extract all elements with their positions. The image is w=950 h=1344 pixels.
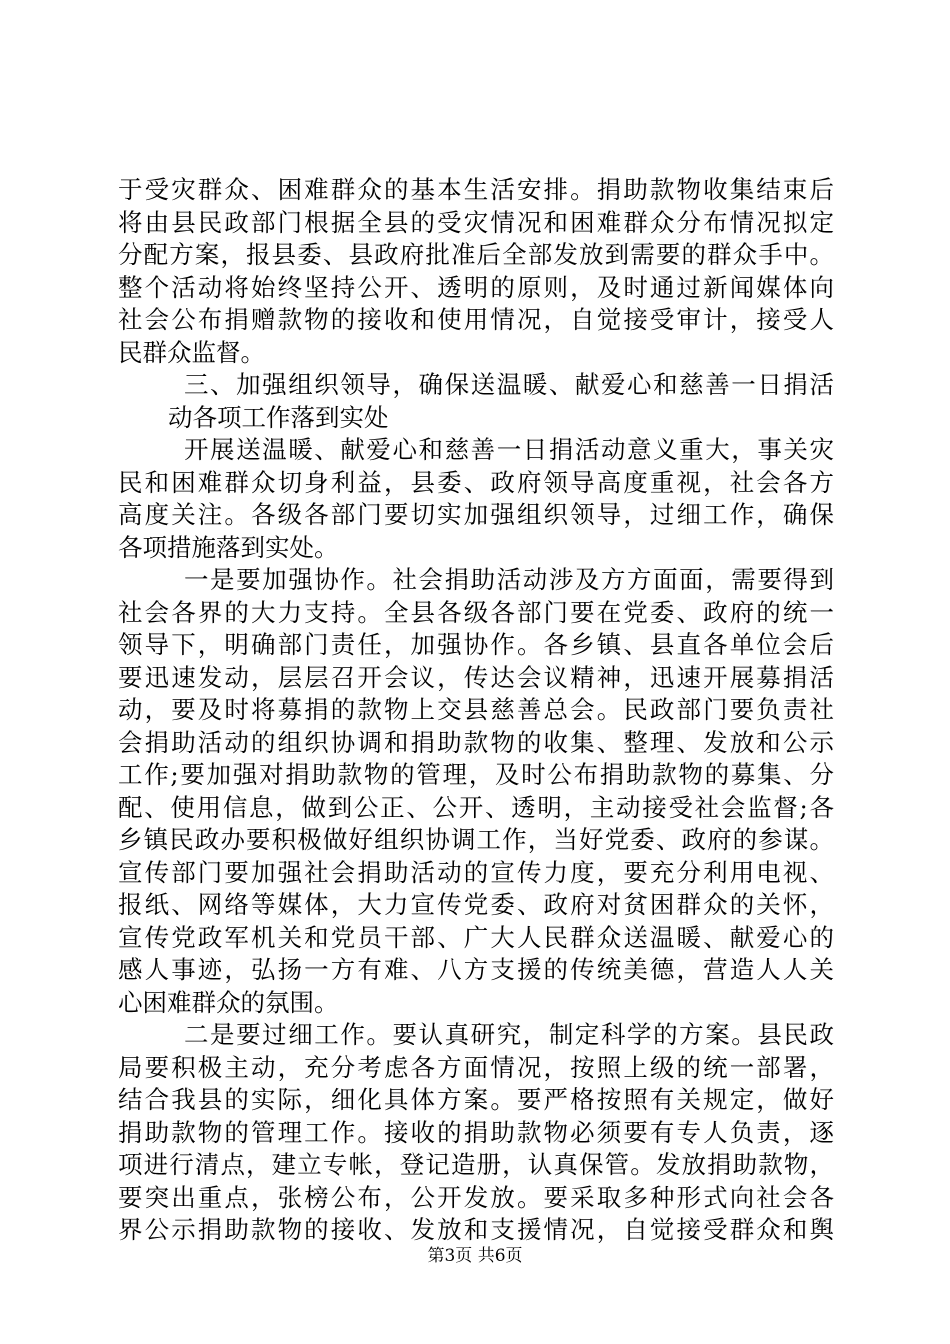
text-line: 界公示捐助款物的接收、发放和支援情况，自觉接受群众和舆 — [118, 1215, 834, 1244]
text-line: 要突出重点，张榜公布，公开发放。要采取多种形式向社会各 — [118, 1182, 834, 1212]
text-line: 民群众监督。 — [118, 337, 265, 367]
text-line: 宣传党政军机关和党员干部、广大人民群众送温暖、献爱心的 — [118, 922, 834, 952]
text-line: 整个活动将始终坚持公开、透明的原则，及时通过新闻媒体向 — [118, 272, 834, 302]
text-line: 局要积极主动，充分考虑各方面情况，按照上级的统一部署， — [118, 1052, 834, 1082]
text-line: 高度关注。各级各部门要切实加强组织领导，过细工作，确保 — [118, 500, 834, 529]
text-line: 开展送温暖、献爱心和慈善一日捐活动意义重大，事关灾 — [184, 435, 834, 464]
section-heading-line: 三、加强组织领导，确保送温暖、献爱心和慈善一日捐活 — [184, 370, 834, 399]
text-line: 社会公布捐赠款物的接收和使用情况，自觉接受审计，接受人 — [118, 305, 834, 334]
text-line: 各项措施落到实处。 — [118, 532, 339, 562]
text-line: 工作;要加强对捐助款物的管理，及时公布捐助款物的募集、分 — [118, 760, 834, 789]
text-line: 动，要及时将募捐的款物上交县慈善总会。民政部门要负责社 — [118, 695, 834, 724]
text-line: 感人事迹，弘扬一方有难、八方支援的传统美德，营造人人关 — [118, 955, 834, 984]
text-line: 配、使用信息，做到公正、公开、透明，主动接受社会监督;各 — [118, 792, 834, 822]
text-line: 乡镇民政办要积极做好组织协调工作，当好党委、政府的参谋。 — [118, 825, 834, 854]
text-line: 结合我县的实际，细化具体方案。要严格按照有关规定，做好 — [118, 1085, 834, 1114]
text-line: 宣传部门要加强社会捐助活动的宣传力度，要充分利用电视、 — [118, 857, 834, 887]
text-line: 报纸、网络等媒体，大力宣传党委、政府对贫困群众的关怀， — [118, 890, 834, 919]
text-line: 心困难群众的氛围。 — [118, 987, 339, 1017]
text-line: 民和困难群众切身利益，县委、政府领导高度重视，社会各方 — [118, 467, 834, 497]
text-line: 社会各界的大力支持。全县各级各部门要在党委、政府的统一 — [118, 597, 834, 627]
text-line: 一是要加强协作。社会捐助活动涉及方方面面，需要得到 — [184, 565, 834, 594]
text-line: 项进行清点，建立专帐，登记造册，认真保管。发放捐助款物， — [118, 1150, 834, 1179]
text-line: 将由县民政部门根据全县的受灾情况和困难群众分布情况拟定 — [118, 207, 834, 237]
text-line: 捐助款物的管理工作。接收的捐助款物必须要有专人负责，逐 — [118, 1117, 834, 1147]
text-line: 领导下，明确部门责任，加强协作。各乡镇、县直各单位会后 — [118, 630, 834, 659]
text-line: 于受灾群众、困难群众的基本生活安排。捐助款物收集结束后 — [118, 175, 834, 204]
text-line: 要迅速发动，层层召开会议，传达会议精神，迅速开展募捐活 — [118, 662, 834, 692]
section-heading-line: 动各项工作落到实处 — [168, 402, 389, 432]
page-number-footer: 第3页 共6页 — [427, 1246, 523, 1266]
text-line: 二是要过细工作。要认真研究，制定科学的方案。县民政 — [184, 1020, 834, 1049]
text-line: 分配方案，报县委、县政府批准后全部发放到需要的群众手中。 — [118, 240, 834, 269]
text-line: 会捐助活动的组织协调和捐助款物的收集、整理、发放和公示 — [118, 727, 834, 757]
document-body — [118, 174, 834, 1247]
